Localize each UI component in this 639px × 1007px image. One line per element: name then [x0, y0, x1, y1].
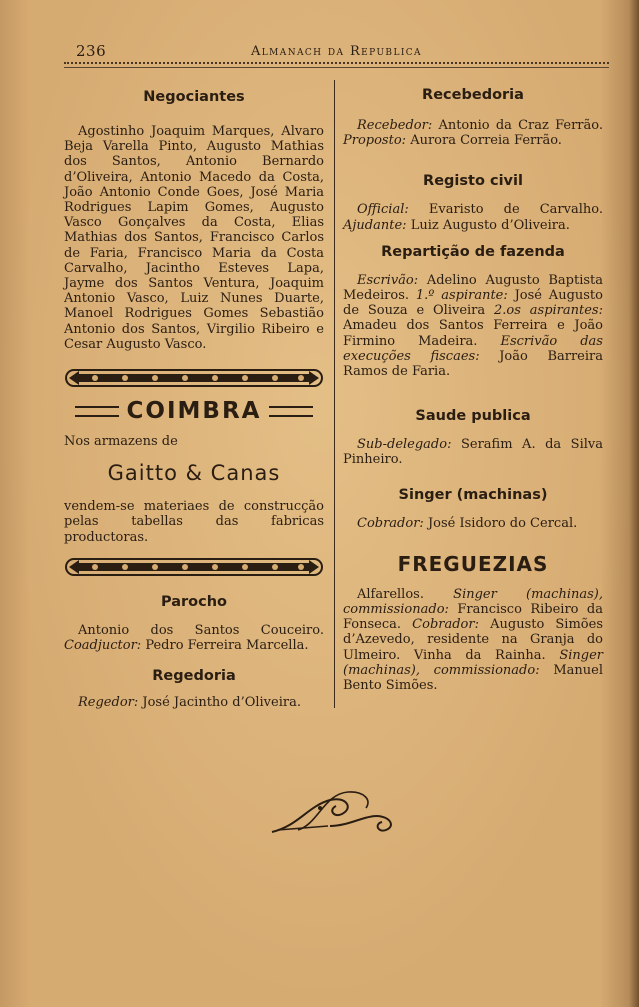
section-title-recebedoria: Recebedoria	[422, 87, 524, 103]
singer-commissionado-name: Francisco Ribeiro da Fonseca.	[343, 602, 603, 633]
official-label: Official:	[357, 202, 409, 218]
aspirantes-label: 2.os aspirantes:	[494, 303, 603, 319]
book-spine-shadow	[629, 0, 639, 1007]
sub-delegado-name: Serafim A. da Silva Pinheiro.	[343, 437, 603, 468]
advert-firm: Gaitto & Canas	[107, 461, 281, 486]
singer-text	[343, 516, 603, 531]
escrivao-label: Escrivão:	[357, 272, 419, 288]
parocho-name: Antonio dos Santos Couceiro.	[78, 622, 324, 638]
running-title: Almanach da Republica	[251, 44, 422, 59]
recebedoria-text	[343, 118, 603, 148]
section-title-parocho: Parocho	[160, 593, 227, 610]
section-title-singer: Singer (machinas)	[398, 486, 548, 503]
proposto-label: Proposto:	[343, 133, 407, 149]
aspirante-name: José Augusto de Souza e Oliveira	[343, 288, 603, 319]
left-column	[64, 82, 324, 710]
regedor-name: José Jacintho d’Oliveira.	[142, 695, 301, 711]
page-number: 236	[76, 42, 107, 60]
header-rule	[64, 62, 609, 68]
ornament-band-icon	[65, 366, 323, 390]
ornament-band-icon	[65, 555, 323, 579]
ajudante-name: Luiz Augusto d’Oliveira.	[410, 217, 570, 233]
section-title-saude: Saude publica	[415, 408, 531, 425]
official-name: Evaristo de Carvalho.	[428, 202, 603, 218]
advert-city-row	[64, 398, 324, 424]
saude-text	[343, 437, 603, 467]
freguezias-text	[343, 587, 603, 693]
right-column	[343, 82, 603, 693]
singer-commissionado-label-2: Singer (machinas), commissionado:	[343, 647, 603, 678]
flourish-ornament-icon	[268, 786, 400, 836]
coadjuctor-label: Coadjuctor:	[64, 638, 142, 654]
sub-delegado-label: Sub-delegado:	[357, 437, 452, 453]
aspirante-label: 1.º aspirante:	[415, 288, 508, 304]
recebedor-label: Recebedor:	[357, 118, 433, 133]
cobrador-name: José Isidoro do Cercal.	[427, 515, 578, 531]
section-title-fazenda: Repartição de fazenda	[381, 243, 565, 260]
freg-cobrador-label: Cobrador:	[412, 617, 479, 633]
escrivao-execucoes-name: João Barreira Ramos de Faria.	[343, 348, 603, 380]
cobrador-label: Cobrador:	[357, 515, 424, 531]
recebedor-name: Antonio da Craz Ferrão.	[438, 118, 603, 133]
coadjuctor-name: Pedro Ferreira Marcella.	[145, 638, 309, 654]
parocho-text	[64, 623, 324, 653]
singer-commissionado-label: Singer (machinas), commissionado:	[343, 586, 603, 618]
singer-commissionado-name-2: Manuel Bento Simões.	[343, 662, 603, 694]
ajudante-label: Ajudante:	[343, 217, 407, 233]
section-title-registo-civil: Registo civil	[423, 173, 523, 190]
column-divider	[334, 80, 335, 708]
escrivao-execucoes-label: Escrivão das execuções fiscaes:	[343, 333, 603, 364]
section-title-negociantes: Negociantes	[143, 89, 245, 105]
regedor-label: Regedor:	[78, 695, 139, 711]
negociantes-text: Agostinho Joaquim Marques, Alvaro Beja Varella Pinto, Augusto Mathias dos Santos, Antonio Bernardo d’Oliveira, Antonio Macedo da Costa, João Antonio Conde Goes, José Maria Rodrigues Lapim Gomes, Augusto Vasco Gonçalves da Costa, Elias Mathias dos Santos, Francisco Carlos de Faria, Francisco Maria da Costa Carvalho, Jacintho Esteves Lapa, Jayme dos Santos Ventura, Joaquim Antonio Vasco, Luiz Nunes Duarte, Manoel Rodrigues Gomes Sebastião Antonio dos Santos, Virgilio Ribeiro e Cesar Augusto Vasco.	[64, 124, 324, 352]
advert-city: COIMBRA	[126, 398, 262, 425]
page-header	[64, 42, 609, 64]
freg-cobrador-name: Augusto Simões d’Azevedo, residente na Granja do Ulmeiro.	[343, 617, 603, 663]
escrivao-name: Adelino Augusto Baptista Medeiros.	[343, 272, 604, 304]
parish-vinha-da-rainha: Vinha da Rainha.	[413, 647, 546, 663]
parish-alfarellos: Alfarellos.	[357, 586, 424, 602]
double-rule-right	[269, 406, 313, 417]
fazenda-text	[343, 273, 603, 379]
advert-text: vendem-se materiaes de construcção pelas tabellas das fabricas productoras.	[64, 499, 324, 545]
double-rule-left	[75, 406, 119, 417]
section-title-freguezias: FREGUEZIAS	[397, 551, 549, 576]
advert-intro: Nos armazens de	[64, 434, 178, 450]
aspirantes-names: Amadeu dos Santos Ferreira e João Firmino Madeira.	[343, 318, 603, 349]
section-title-regedoria: Regedoria	[152, 668, 236, 685]
proposto-name: Aurora Correia Ferrão.	[410, 133, 562, 149]
regedoria-text	[64, 695, 324, 710]
registo-text	[343, 202, 603, 232]
